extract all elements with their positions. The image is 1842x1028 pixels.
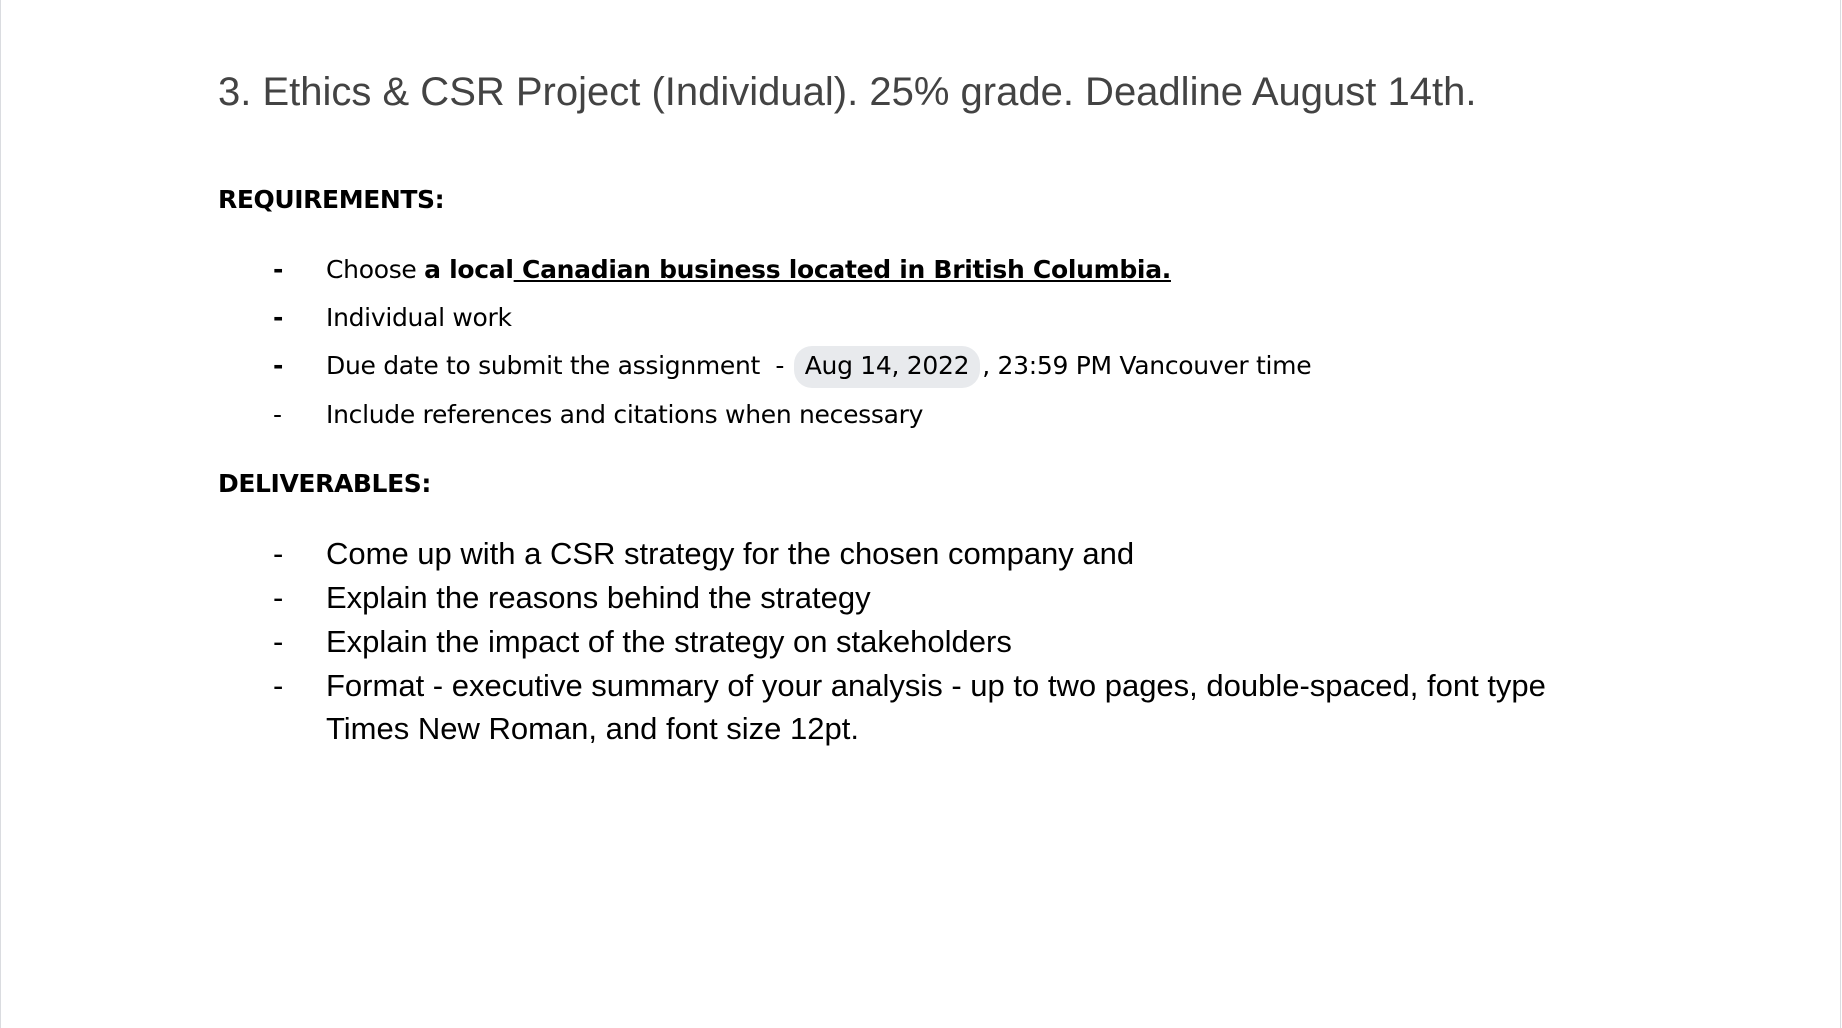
list-dash: - [273,351,284,380]
requirements-list [218,250,1311,443]
list-item [218,576,1581,620]
deliverables-list [218,532,1581,750]
list-item-text: Include references and citations when necessary [326,400,924,429]
list-item-text: Individual work [326,303,512,332]
list-dash: - [273,255,284,284]
list-item [218,298,1311,346]
list-dash: - [273,668,284,703]
list-dash: - [273,303,284,332]
list-item [218,395,1311,443]
list-item [218,250,1311,298]
list-item-text: Format - executive summary of your analysis - up to two pages, double-spaced, font type Times New Roman, and font size 12pt. [326,668,1546,746]
list-item [218,532,1581,576]
list-dash: - [273,580,284,615]
list-dash: - [273,400,282,429]
list-item-text: Come up with a CSR strategy for the chosen company and [326,536,1135,571]
requirements-heading: REQUIREMENTS: [218,185,445,214]
list-item-text: Explain the reasons behind the strategy [326,580,871,615]
list-item-text: Explain the impact of the strategy on stakeholders [326,624,1012,659]
list-item-underlined-text: Canadian business located in British Columbia. [513,255,1171,284]
date-chip[interactable]: Aug 14, 2022 [794,346,981,388]
list-item [218,664,1581,750]
deliverables-heading: DELIVERABLES: [218,469,431,498]
list-dash: - [273,624,284,659]
list-item [218,620,1581,664]
list-dash: - [273,536,284,571]
list-item-bold-text: a local [424,255,514,284]
list-item-text: Due date to submit the assignment - [326,351,792,380]
page-title: 3. Ethics & CSR Project (Individual). 25% grade. Deadline August 14th. [218,70,1477,114]
list-item [218,346,1311,395]
list-item-text: Choose [326,255,425,284]
list-item-text: , 23:59 PM Vancouver time [982,351,1312,380]
